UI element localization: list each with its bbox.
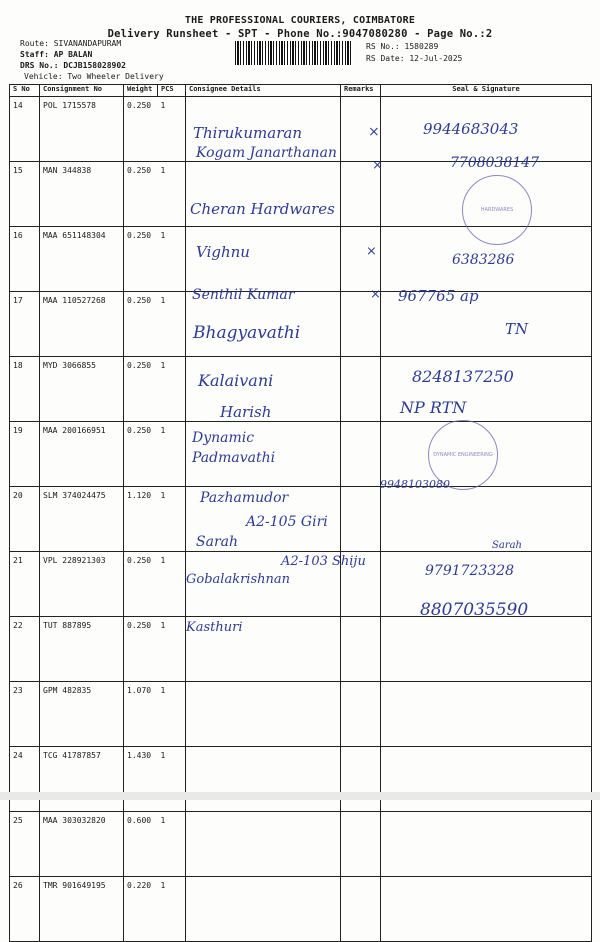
consignee-cell bbox=[186, 812, 341, 877]
consignee-cell bbox=[186, 487, 341, 552]
dynamic-engineering-stamp-seal: DYNAMIC ENGINEERING bbox=[428, 420, 498, 490]
pcs-cell: 1 bbox=[158, 227, 186, 292]
consignment-cell: MAA 200166951 bbox=[40, 422, 124, 487]
pcs-cell: 1 bbox=[158, 292, 186, 357]
consignment-cell: MAN 344838 bbox=[40, 162, 124, 227]
pcs-cell: 1 bbox=[158, 422, 186, 487]
pcs-cell: 1 bbox=[158, 487, 186, 552]
weight-cell: 0.250 bbox=[124, 357, 158, 422]
remarks-cell bbox=[341, 487, 381, 552]
hw-consignee-16: Cheran Hardwares bbox=[190, 200, 335, 218]
route-line bbox=[20, 39, 121, 49]
hw-consignee-21: Harish bbox=[220, 403, 272, 421]
consignee-cell bbox=[186, 552, 341, 617]
rs-no-line bbox=[366, 42, 438, 51]
table-row bbox=[10, 97, 592, 162]
staff-label: Staff: bbox=[20, 50, 49, 59]
scan-bottom-edge bbox=[0, 792, 600, 800]
hw-sign-21: NP RTN bbox=[400, 398, 467, 417]
sno-cell: 25 bbox=[10, 812, 40, 877]
drs-line bbox=[20, 61, 126, 71]
col-signature: Seal & Signature bbox=[381, 85, 592, 97]
remarks-cell bbox=[341, 97, 381, 162]
hw-consignee-15: Kogam Janarthanan bbox=[196, 145, 337, 161]
consignee-cell bbox=[186, 682, 341, 747]
hw-consignee-25: A2-103 Shiju Gobalakrishnan bbox=[186, 554, 366, 587]
col-weight: Weight bbox=[124, 85, 158, 97]
weight-cell: 1.070 bbox=[124, 682, 158, 747]
hw-consignee-18: Senthil Kumar bbox=[192, 287, 295, 303]
signature-cell bbox=[381, 812, 592, 877]
barcode bbox=[235, 41, 353, 65]
hw-sign-15: 7708038147 bbox=[450, 155, 540, 171]
consignee-cell bbox=[186, 227, 341, 292]
table-row bbox=[10, 812, 592, 877]
sno-cell: 14 bbox=[10, 97, 40, 162]
consignee-cell bbox=[186, 292, 341, 357]
remarks-cell bbox=[341, 227, 381, 292]
signature-cell bbox=[381, 682, 592, 747]
table-row bbox=[10, 877, 592, 942]
remarks-cell bbox=[341, 292, 381, 357]
drs-label: DRS No.: bbox=[20, 61, 59, 70]
consignment-cell: VPL 228921303 bbox=[40, 552, 124, 617]
sno-cell: 16 bbox=[10, 227, 40, 292]
hw-sign-24: Sarah bbox=[492, 540, 522, 551]
hw-sign-18: 967765 ap bbox=[398, 287, 479, 305]
remarks-cell bbox=[341, 422, 381, 487]
hw-consignee-20: Kalaivani bbox=[198, 371, 274, 390]
consignment-cell: MAA 110527268 bbox=[40, 292, 124, 357]
consignment-cell: SLM 374024475 bbox=[40, 487, 124, 552]
remarks-cell bbox=[341, 552, 381, 617]
table-row bbox=[10, 747, 592, 812]
hw-sign-20: 8248137250 bbox=[412, 367, 514, 386]
route-value: SIVANANDAPURAM bbox=[53, 39, 122, 48]
col-sno: S No bbox=[10, 85, 40, 97]
signature-cell bbox=[381, 877, 592, 942]
weight-cell: 1.430 bbox=[124, 747, 158, 812]
consignment-cell: POL 1715578 bbox=[40, 97, 124, 162]
consignment-cell: TUT 887895 bbox=[40, 617, 124, 682]
company-title: THE PROFESSIONAL COURIERS, COIMBATORE bbox=[184, 15, 416, 26]
consignee-cell bbox=[186, 162, 341, 227]
table-header-row bbox=[10, 85, 592, 97]
signature-cell bbox=[381, 552, 592, 617]
consignee-cell bbox=[186, 747, 341, 812]
remarks-cell bbox=[341, 812, 381, 877]
remarks-cell bbox=[341, 877, 381, 942]
drs-value: DCJB158028902 bbox=[63, 61, 126, 70]
rs-no-label: RS No.: bbox=[366, 42, 400, 51]
hw-sign-23: 9948103080 bbox=[380, 478, 450, 491]
pcs-cell: 1 bbox=[158, 162, 186, 227]
weight-cell: 0.250 bbox=[124, 97, 158, 162]
table-row bbox=[10, 292, 592, 357]
col-remarks: Remarks bbox=[341, 85, 381, 97]
sno-cell: 18 bbox=[10, 357, 40, 422]
hw-consignee-26: Kasthuri bbox=[186, 620, 243, 635]
sno-cell: 26 bbox=[10, 877, 40, 942]
vehicle-line bbox=[24, 72, 164, 82]
hw-consignee-22: Dynamic Padmavathi bbox=[192, 430, 276, 466]
hw-sign-19: TN bbox=[505, 320, 529, 338]
remarks-cell bbox=[341, 357, 381, 422]
hw-remarks-15: × bbox=[372, 158, 383, 173]
remarks-cell bbox=[341, 747, 381, 812]
sno-cell: 23 bbox=[10, 682, 40, 747]
hw-sign-25: 9791723328 bbox=[425, 563, 515, 579]
rs-date-label: RS Date: bbox=[366, 54, 405, 63]
consignee-cell bbox=[186, 422, 341, 487]
pcs-cell: 1 bbox=[158, 617, 186, 682]
signature-cell bbox=[381, 617, 592, 682]
consignment-cell: MYD 3066855 bbox=[40, 357, 124, 422]
pcs-cell: 1 bbox=[158, 877, 186, 942]
pcs-cell: 1 bbox=[158, 812, 186, 877]
vehicle-label: Vehicle: bbox=[24, 72, 63, 81]
hw-consignee-14: Thirukumaran bbox=[193, 124, 302, 142]
consignee-cell bbox=[186, 877, 341, 942]
sno-cell: 19 bbox=[10, 422, 40, 487]
hw-sign-26: 8807035590 bbox=[420, 600, 529, 620]
weight-cell: 0.250 bbox=[124, 617, 158, 682]
sno-cell: 15 bbox=[10, 162, 40, 227]
consignee-cell bbox=[186, 97, 341, 162]
signature-cell bbox=[381, 292, 592, 357]
weight-cell: 0.250 bbox=[124, 292, 158, 357]
table-row bbox=[10, 422, 592, 487]
rs-date-value: 12-Jul-2025 bbox=[409, 54, 463, 63]
sno-cell: 22 bbox=[10, 617, 40, 682]
table-row bbox=[10, 487, 592, 552]
weight-cell: 0.250 bbox=[124, 162, 158, 227]
sno-cell: 17 bbox=[10, 292, 40, 357]
remarks-cell bbox=[341, 162, 381, 227]
consignment-cell: MAA 303032820 bbox=[40, 812, 124, 877]
remarks-cell bbox=[341, 682, 381, 747]
pcs-cell: 1 bbox=[158, 97, 186, 162]
pcs-cell: 1 bbox=[158, 682, 186, 747]
vehicle-value: Two Wheeler Delivery bbox=[67, 72, 164, 81]
sno-cell: 20 bbox=[10, 487, 40, 552]
consignment-cell: TCG 41787857 bbox=[40, 747, 124, 812]
weight-cell: 0.600 bbox=[124, 812, 158, 877]
rs-no-value: 1580289 bbox=[404, 42, 439, 51]
consignment-cell: TMR 901649195 bbox=[40, 877, 124, 942]
staff-value: AP BALAN bbox=[53, 50, 93, 59]
table-row bbox=[10, 357, 592, 422]
signature-cell bbox=[381, 487, 592, 552]
pcs-cell: 1 bbox=[158, 552, 186, 617]
table-row bbox=[10, 617, 592, 682]
col-consignee: Consignee Details bbox=[186, 85, 341, 97]
col-pcs: PCS bbox=[158, 85, 186, 97]
signature-cell bbox=[381, 97, 592, 162]
route-label: Route: bbox=[20, 39, 49, 48]
col-consignment: Consignment No bbox=[40, 85, 124, 97]
weight-cell: 0.250 bbox=[124, 422, 158, 487]
hw-remarks-17: × bbox=[366, 244, 377, 259]
sno-cell: 24 bbox=[10, 747, 40, 812]
pcs-cell: 1 bbox=[158, 357, 186, 422]
consignment-cell: MAA 651148304 bbox=[40, 227, 124, 292]
staff-line bbox=[20, 50, 92, 60]
sno-cell: 21 bbox=[10, 552, 40, 617]
signature-cell bbox=[381, 747, 592, 812]
signature-cell bbox=[381, 357, 592, 422]
hardwares-stamp-seal: HARDWARES bbox=[462, 175, 532, 245]
hw-sign-17: 6383286 bbox=[452, 252, 515, 268]
hw-remarks-14: × bbox=[368, 124, 380, 140]
table-row bbox=[10, 552, 592, 617]
remarks-cell bbox=[341, 617, 381, 682]
consignee-cell bbox=[186, 357, 341, 422]
consignment-cell: GPM 482835 bbox=[40, 682, 124, 747]
hw-consignee-24: A2-105 Giri Sarah bbox=[196, 514, 328, 550]
weight-cell: 0.250 bbox=[124, 552, 158, 617]
table-row bbox=[10, 682, 592, 747]
runsheet-subtitle: Delivery Runsheet - SPT - Phone No.:9047080280 - Page No.:2 bbox=[107, 28, 493, 40]
hw-consignee-19: Bhagyavathi bbox=[193, 323, 301, 343]
hw-sign-14: 9944683043 bbox=[423, 120, 519, 138]
weight-cell: 0.250 bbox=[124, 227, 158, 292]
hw-consignee-17: Vighnu bbox=[196, 243, 250, 261]
hw-consignee-23: Pazhamudor bbox=[200, 490, 289, 506]
weight-cell: 1.120 bbox=[124, 487, 158, 552]
pcs-cell: 1 bbox=[158, 747, 186, 812]
consignee-cell bbox=[186, 617, 341, 682]
hw-remarks-18: × bbox=[370, 287, 381, 302]
rs-date-line bbox=[366, 54, 462, 63]
weight-cell: 0.220 bbox=[124, 877, 158, 942]
